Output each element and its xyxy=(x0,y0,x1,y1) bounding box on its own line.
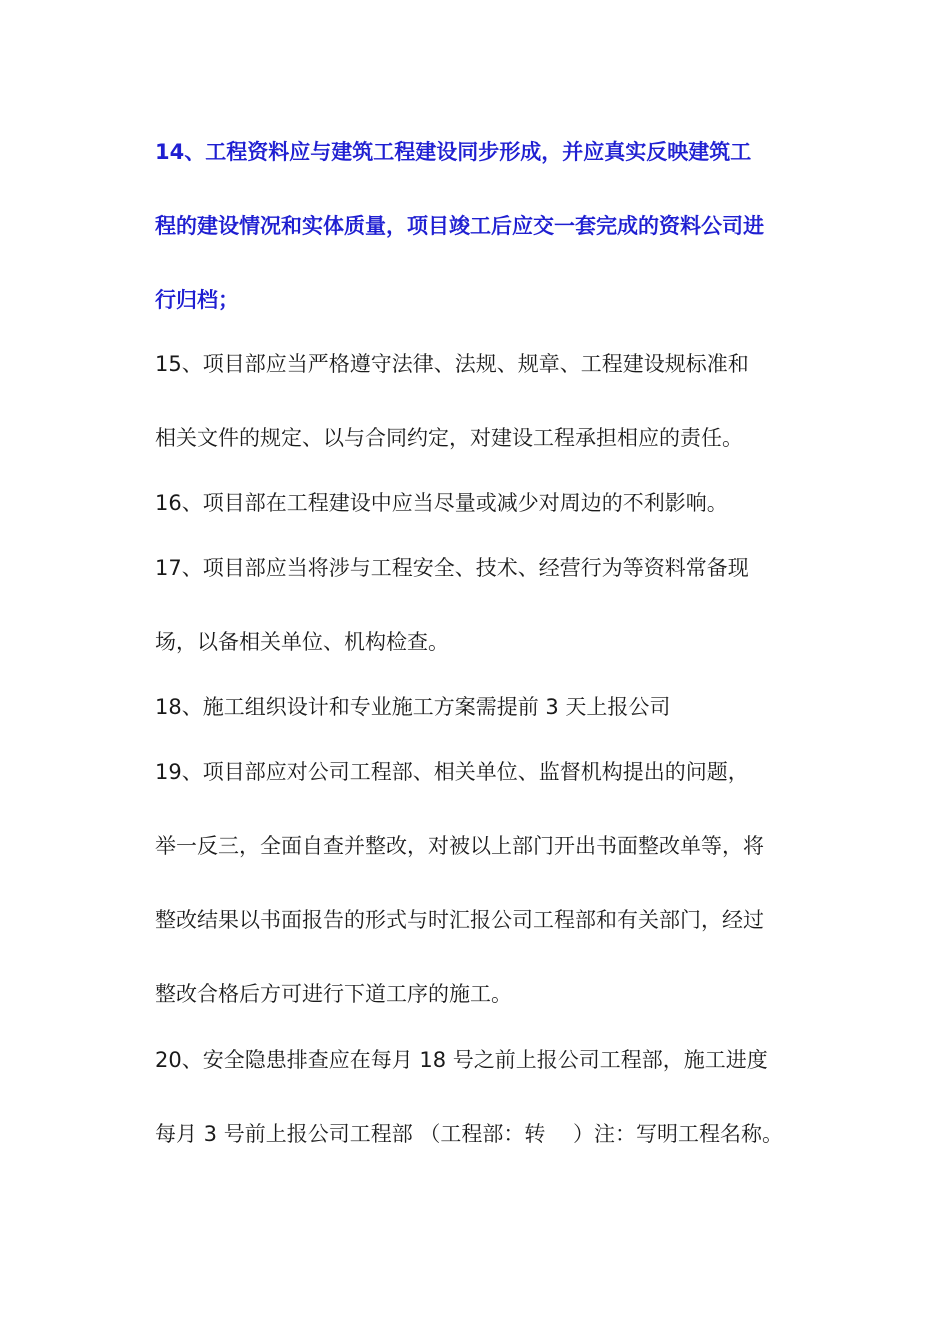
item-14-line-1: 14、工程资料应与建筑工程建设同步形成，并应真实反映建筑工 xyxy=(155,140,752,164)
item-14-line-2: 程的建设情况和实体质量，项目竣工后应交一套完成的资料公司进 xyxy=(155,214,764,238)
item-18-line-1: 18、施工组织设计和专业施工方案需提前 3 天上报公司 xyxy=(155,695,671,719)
item-17-line-2: 场，以备相关单位、机构检查。 xyxy=(155,630,449,654)
item-19-line-2: 举一反三，全面自查并整改，对被以上部门开出书面整改单等，将 xyxy=(155,834,764,858)
item-16-line-1: 16、项目部在工程建设中应当尽量或减少对周边的不利影响。 xyxy=(155,491,728,515)
item-19-line-1: 19、项目部应对公司工程部、相关单位、监督机构提出的问题， xyxy=(155,760,749,784)
item-17-line-1: 17、项目部应当将涉与工程安全、技术、经营行为等资料常备现 xyxy=(155,556,749,580)
item-20-line-1: 20、安全隐患排查应在每月 18 号之前上报公司工程部，施工进度 xyxy=(155,1048,768,1072)
item-14-line-3: 行归档； xyxy=(155,288,239,312)
item-19-line-3: 整改结果以书面报告的形式与时汇报公司工程部和有关部门，经过 xyxy=(155,908,764,932)
item-19-line-4: 整改合格后方可进行下道工序的施工。 xyxy=(155,982,512,1006)
item-20-line-2: 每月 3 号前上报公司工程部 （工程部：转 ）注：写明工程名称。 xyxy=(155,1122,784,1146)
item-15-line-2: 相关文件的规定、以与合同约定，对建设工程承担相应的责任。 xyxy=(155,426,743,450)
item-15-line-1: 15、项目部应当严格遵守法律、法规、规章、工程建设规标准和 xyxy=(155,352,749,376)
